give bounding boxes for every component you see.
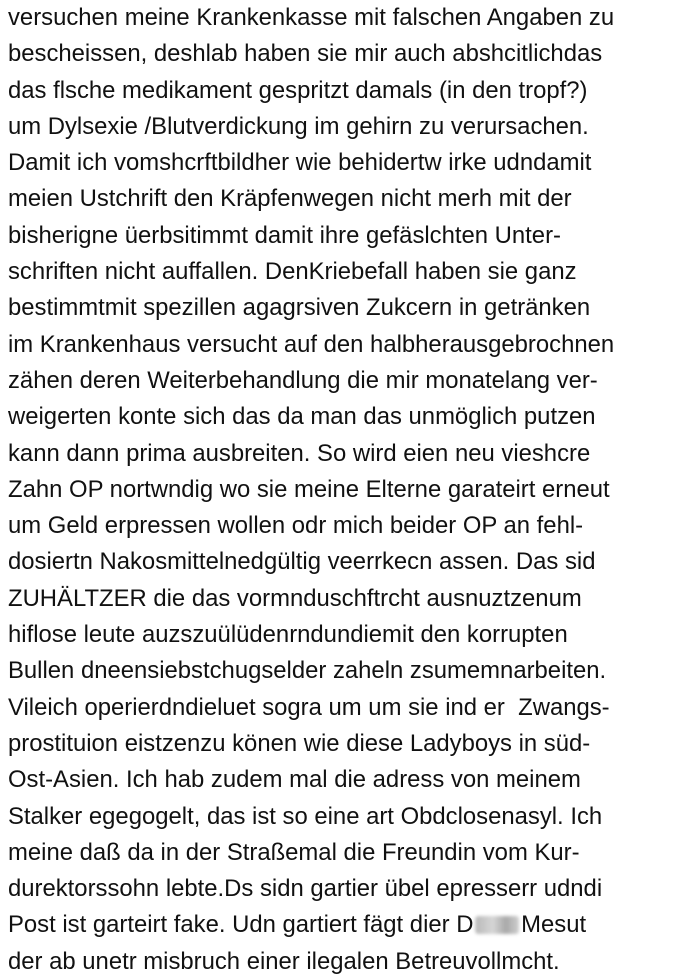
text-line-11: zähen deren Weiterbehandlung die mir monatelang ver- [8, 366, 598, 394]
text-line-24: meine daß da in der Straßemal die Freundin vom Kur- [8, 838, 580, 866]
text-line-26-after: Mesut [521, 911, 587, 939]
text-line-8: schriften nicht auffallen. DenKriebefall haben sie ganz [8, 258, 577, 286]
text-line-14: Zahn OP nortwndig wo sie meine Elterne garateirt erneut [8, 475, 610, 503]
text-line-27: der ab unetr misbruch einer ilegalen Betreuvollmcht. [8, 947, 560, 975]
text-line-1: versuchen meine Krankenkasse mit falschen Angaben zu [8, 4, 615, 31]
text-line-16: dosiertn Nakosmittelnedgültig veerrkecn assen. Das sid [8, 548, 596, 576]
text-line-10: im Krankenhaus versucht auf den halbherausgebrochnen [8, 330, 615, 358]
text-line-12: weigerten konte sich das da man das unmöglich putzen [8, 403, 596, 431]
text-line-26-before: Post ist garteirt fake. Udn gartiert fägt dier D [8, 911, 474, 939]
text-line-20: Vileich operierdndieluet sogra um um sie ind er Zwangs- [8, 693, 610, 721]
text-line-18: hiflose leute auzszuülüdenrndundiemit den korrupten [8, 621, 568, 649]
document-body [8, 0, 684, 980]
text-line-22: Ost-Asien. Ich hab zudem mal die adress von meinem [8, 766, 581, 794]
text-line-2: bescheissen, deshlab haben sie mir auch abshcitlichdas [8, 40, 603, 68]
text-line-25: durektorssohn lebte.Ds sidn gartier übel epresserr udndi [8, 875, 603, 903]
redaction-blur [475, 916, 519, 934]
text-line-7: bisherigne üerbsitimmt damit ihre gefäslchten Unter- [8, 221, 561, 249]
text-line-9: bestimmtmit spezillen agagrsiven Zukcern in getränken [8, 294, 591, 322]
text-line-17: ZUHÄLTZER die das vormnduschftrcht ausnuztzenum [8, 584, 582, 612]
text-line-19: Bullen dneensiebstchugselder zaheln zsumemnarbeiten. [8, 657, 607, 685]
text-line-13: kann dann prima ausbreiten. So wird eien neu vieshcre [8, 439, 591, 467]
text-line-21: prostituion eistzenzu könen wie diese Ladyboys in süd- [8, 729, 591, 757]
text-line-5: Damit ich vomshcrftbildher wie behidertw irke udndamit [8, 149, 592, 177]
text-line-4: um Dylsexie /Blutverdickung im gehirn zu verursachen. [8, 112, 589, 140]
text-line-26 [8, 907, 680, 943]
text-line-23: Stalker egegogelt, das ist so eine art Obdclosenasyl. Ich [8, 802, 603, 830]
text-line-3: das flsche medikament gespritzt damals (in den tropf?) [8, 76, 588, 104]
text-line-15: um Geld erpressen wollen odr mich beider OP an fehl- [8, 512, 584, 540]
text-line-6: meien Ustchrift den Kräpfenwegen nicht merh mit der [8, 185, 572, 213]
